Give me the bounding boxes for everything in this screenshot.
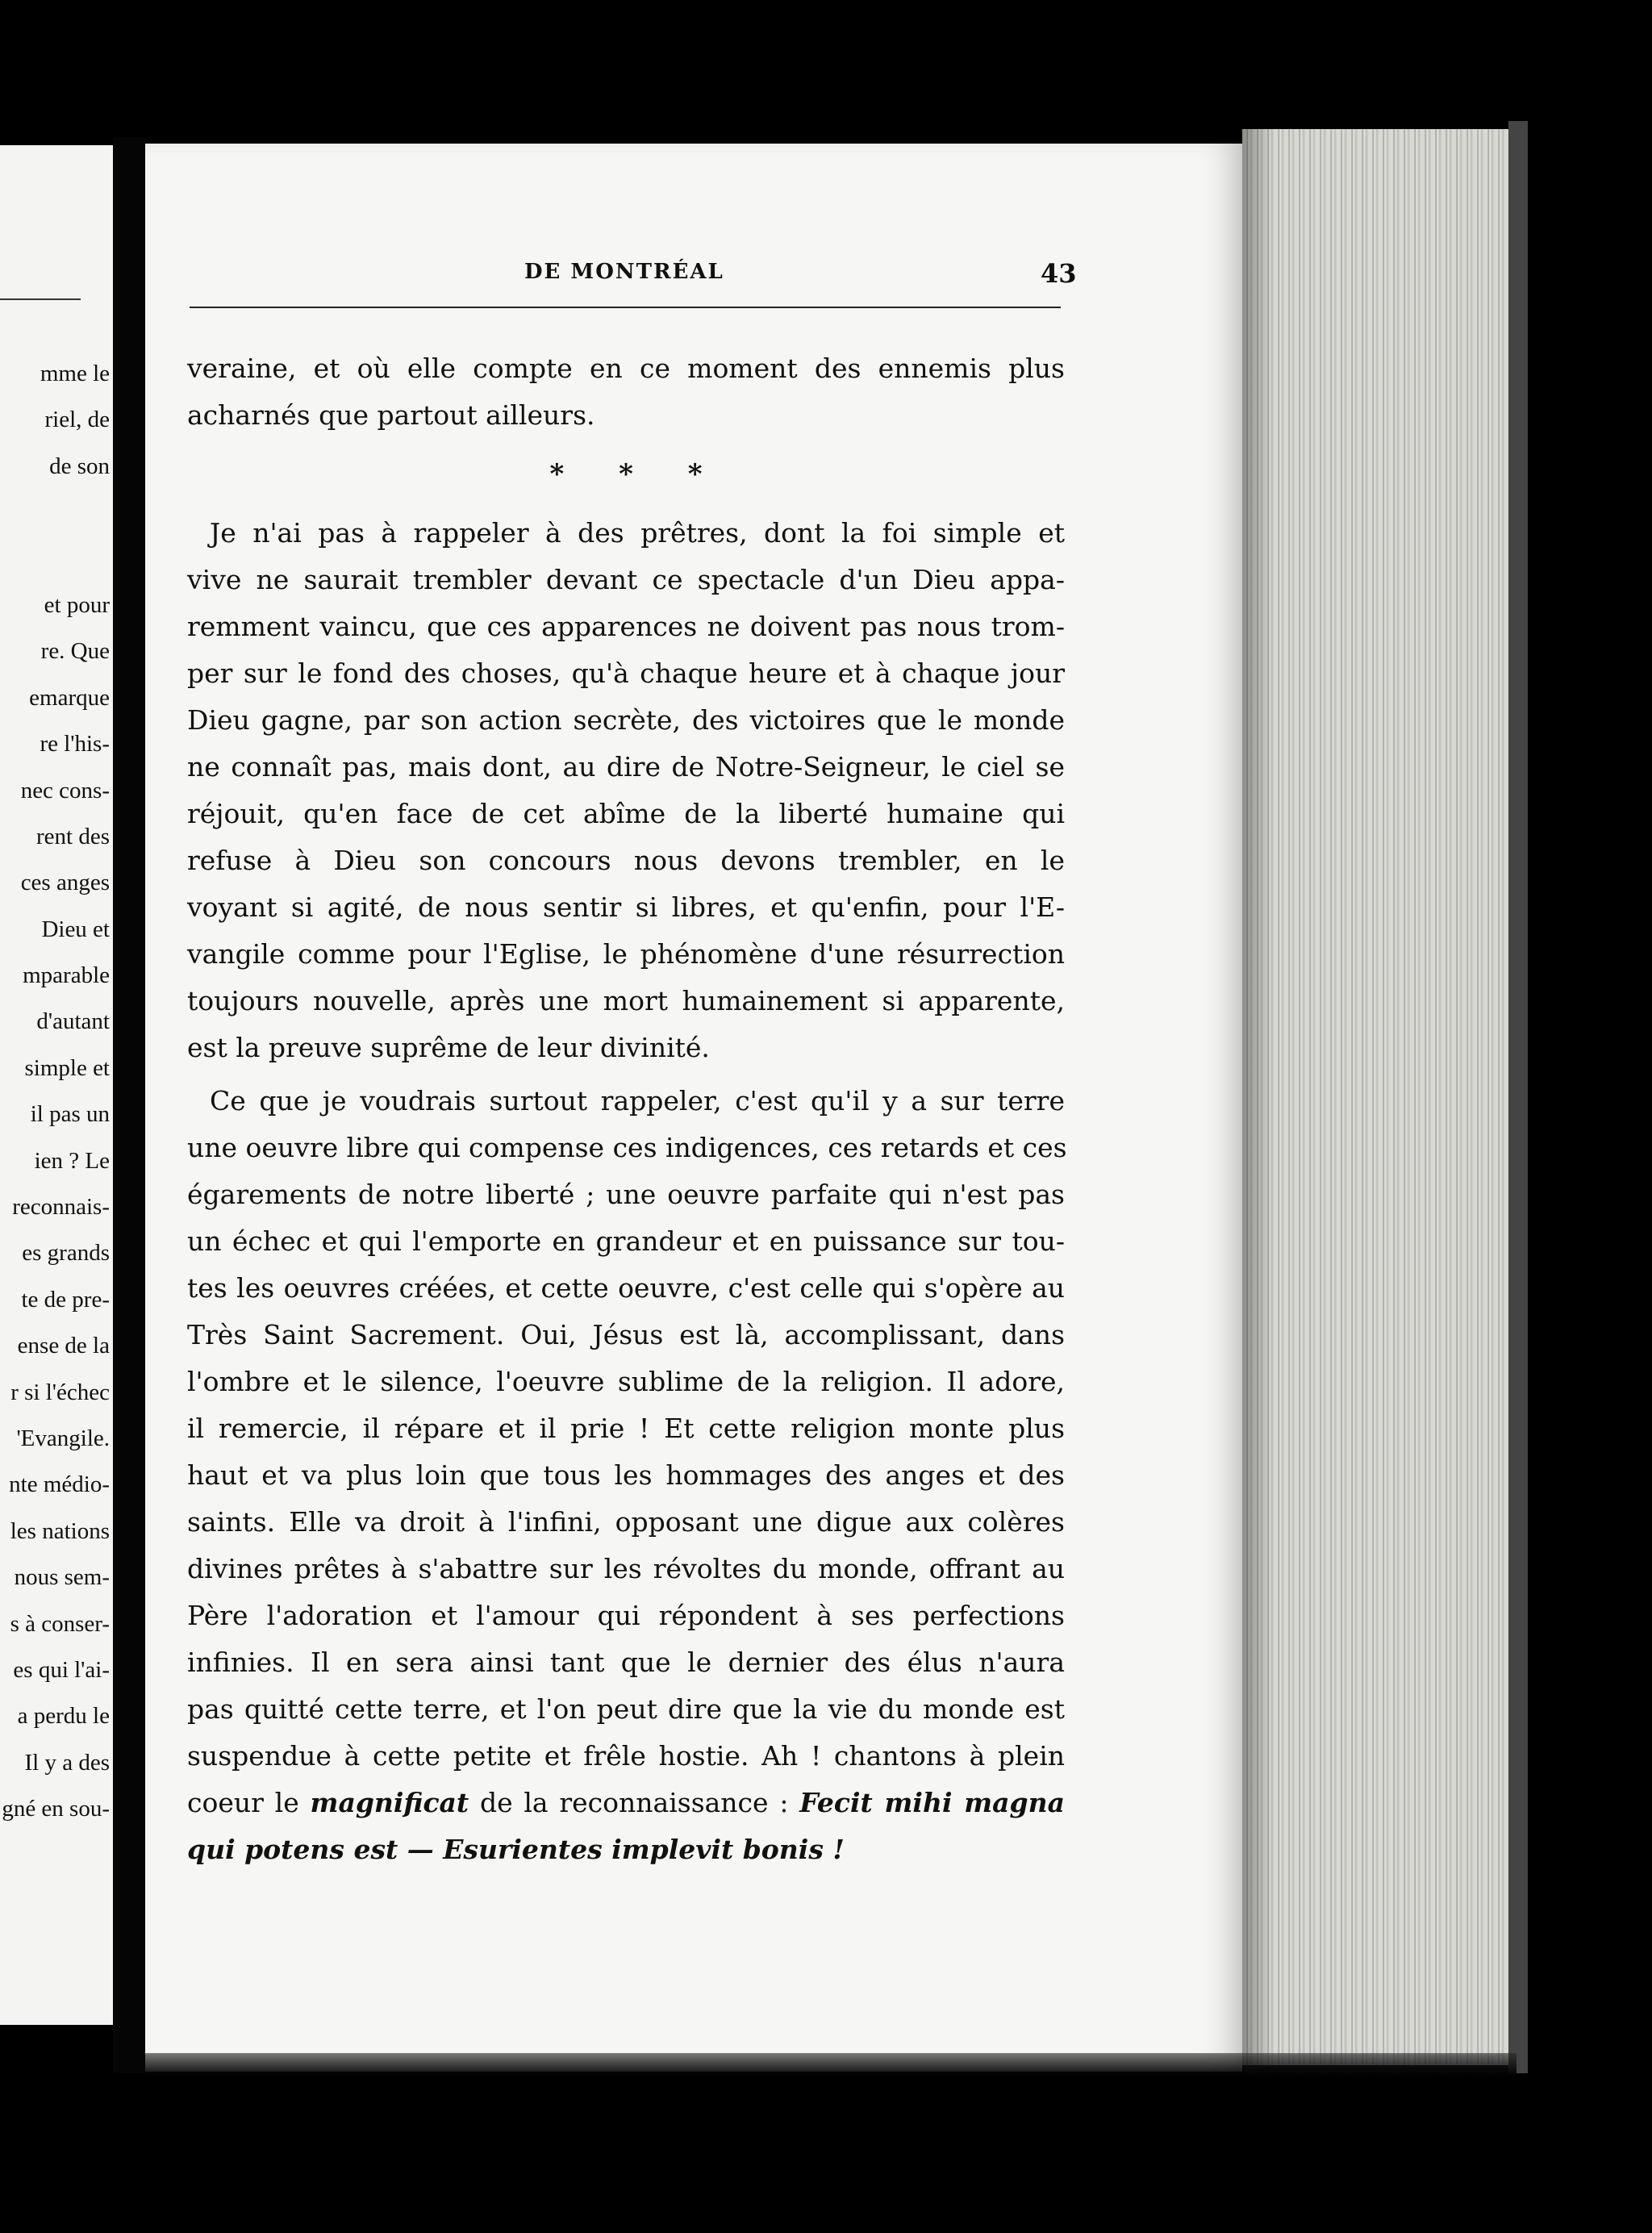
left-page-line: rent des (36, 823, 110, 849)
left-page-line: s à conser- (10, 1610, 110, 1637)
latin-quote-end: qui potens est — Esurientes implevit bonis ! (187, 1834, 845, 1865)
text-line: saints. Elle va droit à l'infini, opposant une digue aux colères (187, 1506, 1065, 1538)
page-number: 43 (1041, 258, 1077, 289)
left-page-line: nec cons- (20, 777, 110, 803)
line-segment: coeur le (187, 1787, 311, 1818)
text-line: toujours nouvelle, après une mort humainement si apparente, (187, 985, 1065, 1016)
text-line: un échec et qui l'emporte en grandeur et en puissance sur tou- (187, 1225, 1065, 1257)
left-page-line: reconnais- (12, 1194, 110, 1221)
left-page-line: ces anges (20, 870, 110, 896)
text-line: ne connaît pas, mais dont, au dire de Notre-Seigneur, le ciel se (187, 751, 1065, 783)
left-page-line: mme le (40, 361, 110, 386)
text-line: tes les oeuvres créées, et cette oeuvre, c'est celle qui s'opère au (187, 1272, 1065, 1304)
left-page-line: re. Que (40, 638, 110, 665)
text-line: refuse à Dieu son concours nous devons trembler, en le (187, 845, 1065, 876)
text-line: per sur le fond des choses, qu'à chaque heure et à chaque jour (187, 657, 1065, 689)
left-page-line (0, 490, 110, 536)
left-page-line: ien ? Le (34, 1147, 110, 1174)
left-page-line: et pour (44, 591, 110, 618)
text-line: haut et va plus loin que tous les hommages des anges et des (187, 1459, 1065, 1491)
text-line: il remercie, il répare et il prie ! Et cette religion monte plus (187, 1413, 1065, 1444)
text-line: l'ombre et le silence, l'oeuvre sublime de la religion. Il adore, (187, 1366, 1065, 1397)
text-line: est la preuve suprême de leur divinité. (187, 1032, 710, 1063)
left-page-line: les nations (10, 1517, 110, 1544)
edge-shadow (1242, 129, 1274, 2065)
book-page-edges (1242, 129, 1508, 2065)
text-line: Très Saint Sacrement. Oui, Jésus est là, accomplissant, dans (187, 1319, 1065, 1350)
left-page-line: a perdu le (17, 1703, 110, 1730)
text-line: vangile comme pour l'Eglise, le phénomène d'une résurrection (187, 938, 1065, 970)
left-page-line: ense de la (17, 1333, 110, 1359)
left-page-line: emarque (29, 684, 110, 711)
text-line: voyant si agité, de nous sentir si libres, et qu'enfin, pour l'E- (187, 891, 1065, 923)
paragraph-1 (187, 510, 1065, 1071)
text-line: Je n'ai pas à rappeler à des prêtres, dont la foi simple et (210, 517, 1065, 549)
paragraph-2 (187, 1078, 1065, 1780)
left-page-line: Dieu et (41, 916, 110, 942)
text-line: Ce que je voudrais surtout rappeler, c'est qu'il y a sur terre (210, 1085, 1065, 1116)
left-page-line: gné en sou- (2, 1796, 110, 1822)
left-page-line: de son (49, 453, 110, 479)
left-page-header-rule (0, 298, 81, 300)
left-page-line: te de pre- (21, 1286, 110, 1313)
text-line: veraine, et où elle compte en ce moment des ennemis plus (187, 353, 1065, 384)
left-page-line: r si l'échec (10, 1379, 110, 1405)
running-head: DE MONTRÉAL (524, 260, 724, 284)
left-page-line: mparable (23, 962, 110, 989)
line-segment: de la reconnaissance : (469, 1787, 800, 1818)
left-page-line: re l'his- (40, 731, 110, 758)
left-page-line: d'autant (36, 1008, 110, 1035)
left-page-line: es qui l'ai- (13, 1656, 110, 1683)
left-page-line: Il y a des (24, 1749, 110, 1776)
text-line-magnificat (187, 1780, 1065, 1826)
text-line: vive ne saurait trembler devant ce spectacle d'un Dieu appa- (187, 564, 1065, 595)
text-line: Père l'adoration et l'amour qui répondent à ses perfections (187, 1600, 1065, 1631)
text-line-closing (187, 1826, 1065, 1873)
page-body (187, 345, 1065, 1873)
text-line: suspendue à cette petite et frêle hostie. Ah ! chantons à plein (187, 1740, 1065, 1772)
book-cover-edge (1508, 121, 1528, 2073)
header-rule (190, 307, 1061, 308)
left-page-line: nous sem- (14, 1564, 110, 1591)
text-line: une oeuvre libre qui compense ces indigences, ces retards et ces (187, 1132, 1067, 1163)
book-gutter (113, 137, 145, 2073)
text-line: égarements de notre liberté ; une oeuvre parfaite qui n'est pas (187, 1179, 1065, 1210)
bottom-shadow (145, 2053, 1516, 2077)
left-page-line: es grands (22, 1240, 110, 1267)
left-page-line: 'Evangile. (16, 1425, 110, 1451)
magnificat-italic: magnificat (310, 1787, 469, 1818)
text-line: infinies. Il en sera ainsi tant que le dernier des élus n'aura (187, 1647, 1065, 1678)
text-line: pas quitté cette terre, et l'on peut dire que la vie du monde est (187, 1693, 1065, 1725)
left-page-line: nte médio- (9, 1471, 110, 1498)
text-line: Dieu gagne, par son action secrète, des victoires que le monde (187, 704, 1065, 736)
left-page-line (0, 536, 110, 582)
text-line: remment vaincu, que ces apparences ne doivent pas nous trom- (187, 611, 1065, 642)
latin-quote: Fecit mihi magna (799, 1787, 1065, 1818)
left-page-fragment (0, 145, 113, 2025)
left-page-line: riel, de (44, 407, 110, 433)
left-page-line: il pas un (30, 1101, 110, 1128)
section-separator: * * * (549, 458, 725, 490)
left-page-text (0, 351, 110, 1833)
text-line: divines prêtes à s'abattre sur les révoltes du monde, offrant au (187, 1553, 1065, 1584)
text-line: acharnés que partout ailleurs. (187, 399, 595, 431)
left-page-line: simple et (24, 1054, 110, 1081)
text-line: réjouit, qu'en face de cet abîme de la liberté humaine qui (187, 798, 1065, 829)
